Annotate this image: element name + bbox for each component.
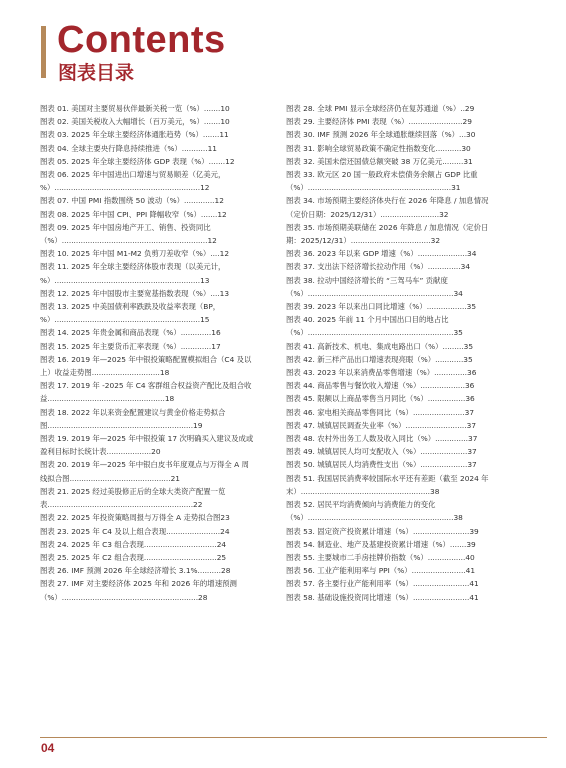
page-subtitle: 图表目录	[58, 62, 135, 84]
toc-entry[interactable]: 图表 35. 市场预期美联储在 2026 年降息 / 加息情况（定价日期：2025/12/31）..................................32	[286, 222, 489, 246]
toc-entry[interactable]: 图表 32. 美国未偿还国债总额突破 38 万亿美元.........31	[286, 156, 473, 166]
toc-entry[interactable]: 图表 34. 市场预期主要经济体央行在 2026 年降息 / 加息情况（定价日期：2025/12/31）.........................32	[286, 196, 489, 219]
toc-entry[interactable]: 图表 46. 家电相关商品零售同比（%）......................37	[286, 407, 475, 417]
toc-entry[interactable]: 图表 30. IMF 预测 2026 年全球通胀继续回落（%）...30	[286, 130, 476, 140]
toc-entry[interactable]: 图表 31. 影响全球贸易政策不确定性指数变化...........30	[286, 143, 471, 153]
toc-entry[interactable]: 图表 36. 2023 年以来 GDP 增速（%）.....................34	[286, 249, 477, 259]
toc-entry[interactable]: 图表 57. 各主要行业产能利用率（%）........................41	[286, 579, 479, 589]
toc-entry[interactable]: 图表 37. 支出法下经济增长拉动作用（%）..............34	[286, 262, 471, 272]
toc-entry[interactable]: 图表 23. 2025 年 C4 及以上组合表现.......................24	[40, 526, 230, 536]
page-title: Contents	[57, 19, 226, 61]
toc-entry[interactable]: 图表 04. 全球主要央行降息持续推进（%）...........11	[40, 143, 217, 153]
toc-entry[interactable]: 图表 39. 2023 年以来出口同比增速（%）.................35	[286, 302, 477, 312]
toc-entry[interactable]: 图表 12. 2025 年中国股市主要宽基指数表现（%）....13	[40, 288, 230, 298]
toc-entry[interactable]: 图表 48. 农村外出务工人数及收入同比（%）..............37	[286, 434, 478, 444]
toc-entry[interactable]: 图表 55. 主要城市二手房挂牌价指数（%）................40	[286, 552, 475, 562]
toc-entry[interactable]: 图表 11. 2025 年全球主要经济体股市表现（以美元计，%）..............................................................13	[40, 262, 226, 285]
toc-entry[interactable]: 图表 05. 2025 年全球主要经济体 GDP 表现（%）.......12	[40, 156, 235, 166]
toc-entry[interactable]: 图表 47. 城镇居民调查失业率（%）..........................37	[286, 420, 477, 430]
toc-entry[interactable]: 图表 38. 拉动中国经济增长的 “三驾马车” 贡献度（%）..............................................................34	[286, 275, 463, 298]
toc-entry[interactable]: 图表 49. 城镇居民人均可支配收入（%）....................37	[286, 447, 477, 457]
toc-entry[interactable]: 图表 42. 新三样产品出口增速表现亮眼（%）............35	[286, 354, 473, 364]
toc-entry[interactable]: 图表 54. 制造业、地产及基建投资累计增速（%）.......39	[286, 539, 476, 549]
toc-entry[interactable]: 图表 53. 固定资产投资累计增速（%）........................39	[286, 526, 479, 536]
toc-entry[interactable]: 图表 50. 城镇居民人均消费性支出（%）....................37	[286, 460, 477, 470]
toc-entry[interactable]: 图表 07. 中国 PMI 指数围绕 50 波动（%）.............12	[40, 196, 224, 206]
toc-entry[interactable]: 图表 28. 全球 PMI 显示全球经济仍在复苏通道（%）..29	[286, 104, 475, 113]
toc-entry[interactable]: 图表 56. 工业产能利用率与 PPI（%）.......................41	[286, 566, 476, 576]
toc-entry[interactable]: 图表 03. 2025 年全球主要经济体通胀趋势（%）.......11	[40, 130, 229, 140]
toc-entry[interactable]: 图表 22. 2025 年投资策略周报与万得全 A 走势拟合图23	[40, 513, 230, 523]
toc-entry[interactable]: 图表 43. 2023 年以来消费品零售增速（%）..............36	[286, 368, 477, 378]
toc-entry[interactable]: 图表 08. 2025 年中国 CPI、PPI 降幅收窄（%）.......12	[40, 209, 227, 219]
toc-left-column	[40, 102, 256, 604]
toc-entry[interactable]: 图表 21. 2025 经过美股修正后的全球大类资产配置一览表..............................................................22	[40, 486, 226, 510]
toc-entry[interactable]: 图表 02. 美国关税收入大幅增长（百万美元，%）.......10	[40, 117, 230, 127]
toc-entry[interactable]: 图表 09. 2025 年中国房地产开工、销售、投资同比（%）..............................................................12	[40, 222, 217, 246]
toc-entry[interactable]: 图表 06. 2025 年中国进出口增速与贸易顺差（亿美元，%）..............................................................12	[40, 170, 226, 193]
toc-entry[interactable]: 图表 44. 商品零售与餐饮收入增速（%）...................36	[286, 381, 475, 391]
toc-entry[interactable]: 图表 18. 2022 年以来资金配置建议与黄金价格走势拟合图..............................................................19	[40, 407, 226, 430]
toc-entry[interactable]: 图表 20. 2019 年—2025 年中银白皮书年度观点与万得全 A 周线拟合图...........................................21	[40, 460, 249, 483]
toc-entry[interactable]: 图表 41. 高新技术、机电、集成电路出口（%）.........35	[286, 341, 474, 351]
toc-entry[interactable]: 图表 19. 2019 年—2025 年中银投策 17 次明确买入建议及成或盈利目标时长统计表...................20	[40, 434, 254, 457]
toc-entry[interactable]: 图表 25. 2025 年 C2 组合表现...............................25	[40, 552, 227, 562]
toc-entry[interactable]: 图表 58. 基础设施投资同比增速（%）........................41	[286, 592, 479, 602]
toc-entry[interactable]: 图表 01. 美国对主要贸易伙伴最新关税一览（%）.......10	[40, 104, 230, 113]
toc-entry[interactable]: 图表 10. 2025 年中国 M1-M2 负剪刀差收窄（%）....12	[40, 249, 230, 259]
toc-entry[interactable]: 图表 13. 2025 中美国债利率跌跌及收益率表现（BP，%）..............................................................15	[40, 302, 221, 325]
toc-entry[interactable]: 图表 27. IMF 对主要经济体 2025 年和 2026 年的增速预测（%）..........................................................28	[40, 579, 237, 602]
toc-entry[interactable]: 图表 52. 居民平均消费倾向与消费能力的变化（%）..............................................................38	[286, 500, 463, 523]
toc-entry[interactable]: 图表 40. 2025 年前 11 个月中国出口目的地占比（%）..............................................................35	[286, 315, 463, 338]
toc-entry[interactable]: 图表 24. 2025 年 C3 组合表现...............................24	[40, 539, 227, 549]
toc-entry[interactable]: 图表 17. 2019 年 -2025 年 C4 客群组合权益资产配比及组合收益..................................................18	[40, 381, 252, 404]
footer-divider	[40, 737, 547, 738]
toc-entry[interactable]: 图表 16. 2019 年—2025 年中银投策略配置模拟组合（C4 及以上）收益走势图.............................18	[40, 354, 252, 378]
toc-entry[interactable]: 图表 33. 欧元区 20 国一般政府未偿债务余额占 GDP 比重（%）.............................................................31	[286, 170, 478, 193]
toc-right-column	[286, 102, 502, 604]
toc-entry[interactable]: 图表 29. 主要经济体 PMI 表现（%）.......................29	[286, 117, 472, 127]
page-number: 04	[41, 741, 55, 755]
toc-entry[interactable]: 图表 14. 2025 年贵金属和商品表现（%）.............16	[40, 328, 221, 338]
toc-entry[interactable]: 图表 15. 2025 年主要货币汇率表现（%）.............17	[40, 341, 221, 351]
toc-entry[interactable]: 图表 26. IMF 预测 2026 年全球经济增长 3.1%..........28	[40, 566, 231, 576]
toc-entry[interactable]: 图表 45. 限额以上商品零售当月同比（%）................36	[286, 394, 475, 404]
toc-entry[interactable]: 图表 51. 我国居民消费率较国际水平还有差距（截至 2024 年末）.......................................................38	[286, 473, 489, 496]
title-accent-bar	[41, 26, 46, 78]
